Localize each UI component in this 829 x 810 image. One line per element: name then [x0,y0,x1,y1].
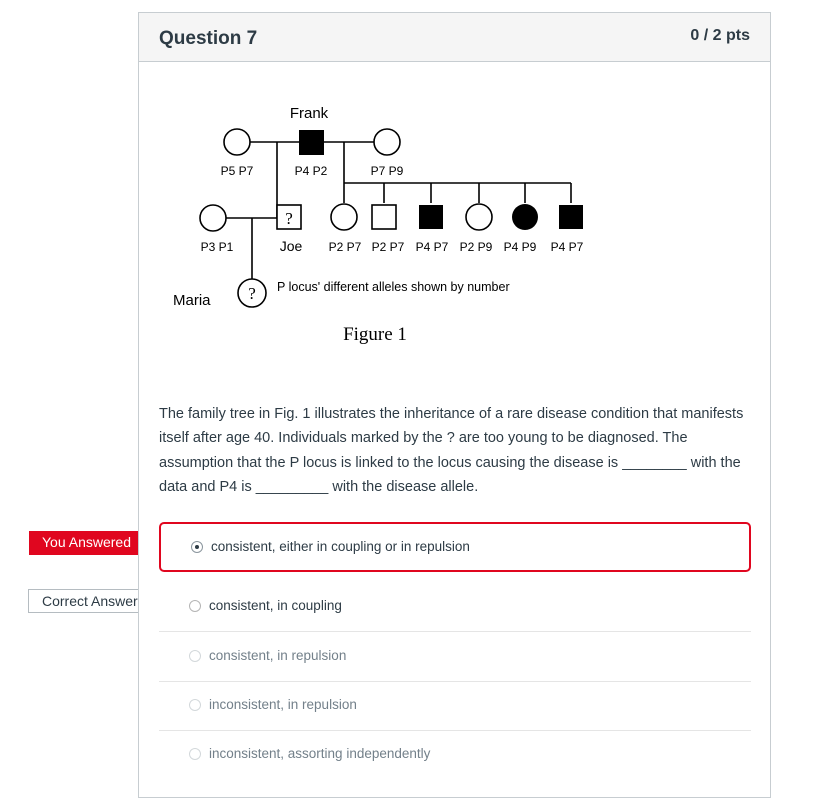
radio-icon[interactable] [189,748,201,760]
joe-label: Joe [279,238,303,254]
question-card [138,12,771,798]
sib-male-symbol [372,205,396,229]
sib-affected-male-symbol [419,205,443,229]
radio-icon[interactable] [189,650,201,662]
sib-affected-female-symbol [512,204,538,230]
sib-affected-male-symbol-2 [559,205,583,229]
you-answered-tag: You Answered [29,531,148,555]
sib-label-4: P2 P9 [459,240,493,254]
gen1-label-1: P5 P7 [220,164,254,178]
sib-label-5: P4 P9 [503,240,537,254]
question-text: The family tree in Fig. 1 illustrates the inheritance of a rare disease condition that manifests itself after age 40. Individuals marked by the ? are too young to be diagnosed. The assumption that the P locus is linked to the locus causing the disease is ________ with the data and P4 is _________ with the disease allele. [159,406,744,495]
p5p7-female-symbol [224,129,250,155]
radio-icon[interactable] [189,699,201,711]
correct-answer-tag: Correct Answer [28,589,146,613]
radio-icon[interactable] [189,600,201,612]
answer-option-2[interactable] [159,582,751,632]
maria-unknown-mark: ? [248,284,256,303]
figure-caption: Figure 1 [343,324,407,345]
joe-unknown-mark: ? [285,209,293,228]
spouse-label: P3 P1 [200,240,234,254]
gen1-label-3: P7 P9 [370,164,404,178]
answer-option-3[interactable] [159,632,751,682]
maria-label: Maria [173,292,211,309]
answer-option-1[interactable] [159,522,751,572]
answer-label: consistent, in repulsion [209,648,347,663]
question-header [139,13,770,62]
answer-label: inconsistent, assorting independently [209,746,431,761]
sib-label-2: P2 P7 [371,240,405,254]
p3p1-female-symbol [200,205,226,231]
sib-female-symbol [331,204,357,230]
answer-label: inconsistent, in repulsion [209,697,357,712]
radio-selected-icon[interactable] [191,541,203,553]
sib-label-6: P4 P7 [550,240,584,254]
sib-label-1: P2 P7 [328,240,362,254]
answer-label: consistent, in coupling [209,598,342,613]
frank-affected-male-symbol [299,130,324,155]
sib-label-3: P4 P7 [415,240,449,254]
pedigree-figure [169,93,599,353]
answer-option-5[interactable] [159,730,751,780]
question-title: Question 7 [159,28,258,49]
p7p9-female-symbol [374,129,400,155]
answer-option-4[interactable] [159,681,751,731]
answer-label: consistent, either in coupling or in repulsion [211,539,470,554]
sib-female-symbol-2 [466,204,492,230]
question-points: 0 / 2 pts [690,27,750,44]
legend-text: P locus' different alleles shown by number [277,280,510,294]
gen1-label-2: P4 P2 [294,164,328,178]
frank-label: Frank [289,105,329,122]
